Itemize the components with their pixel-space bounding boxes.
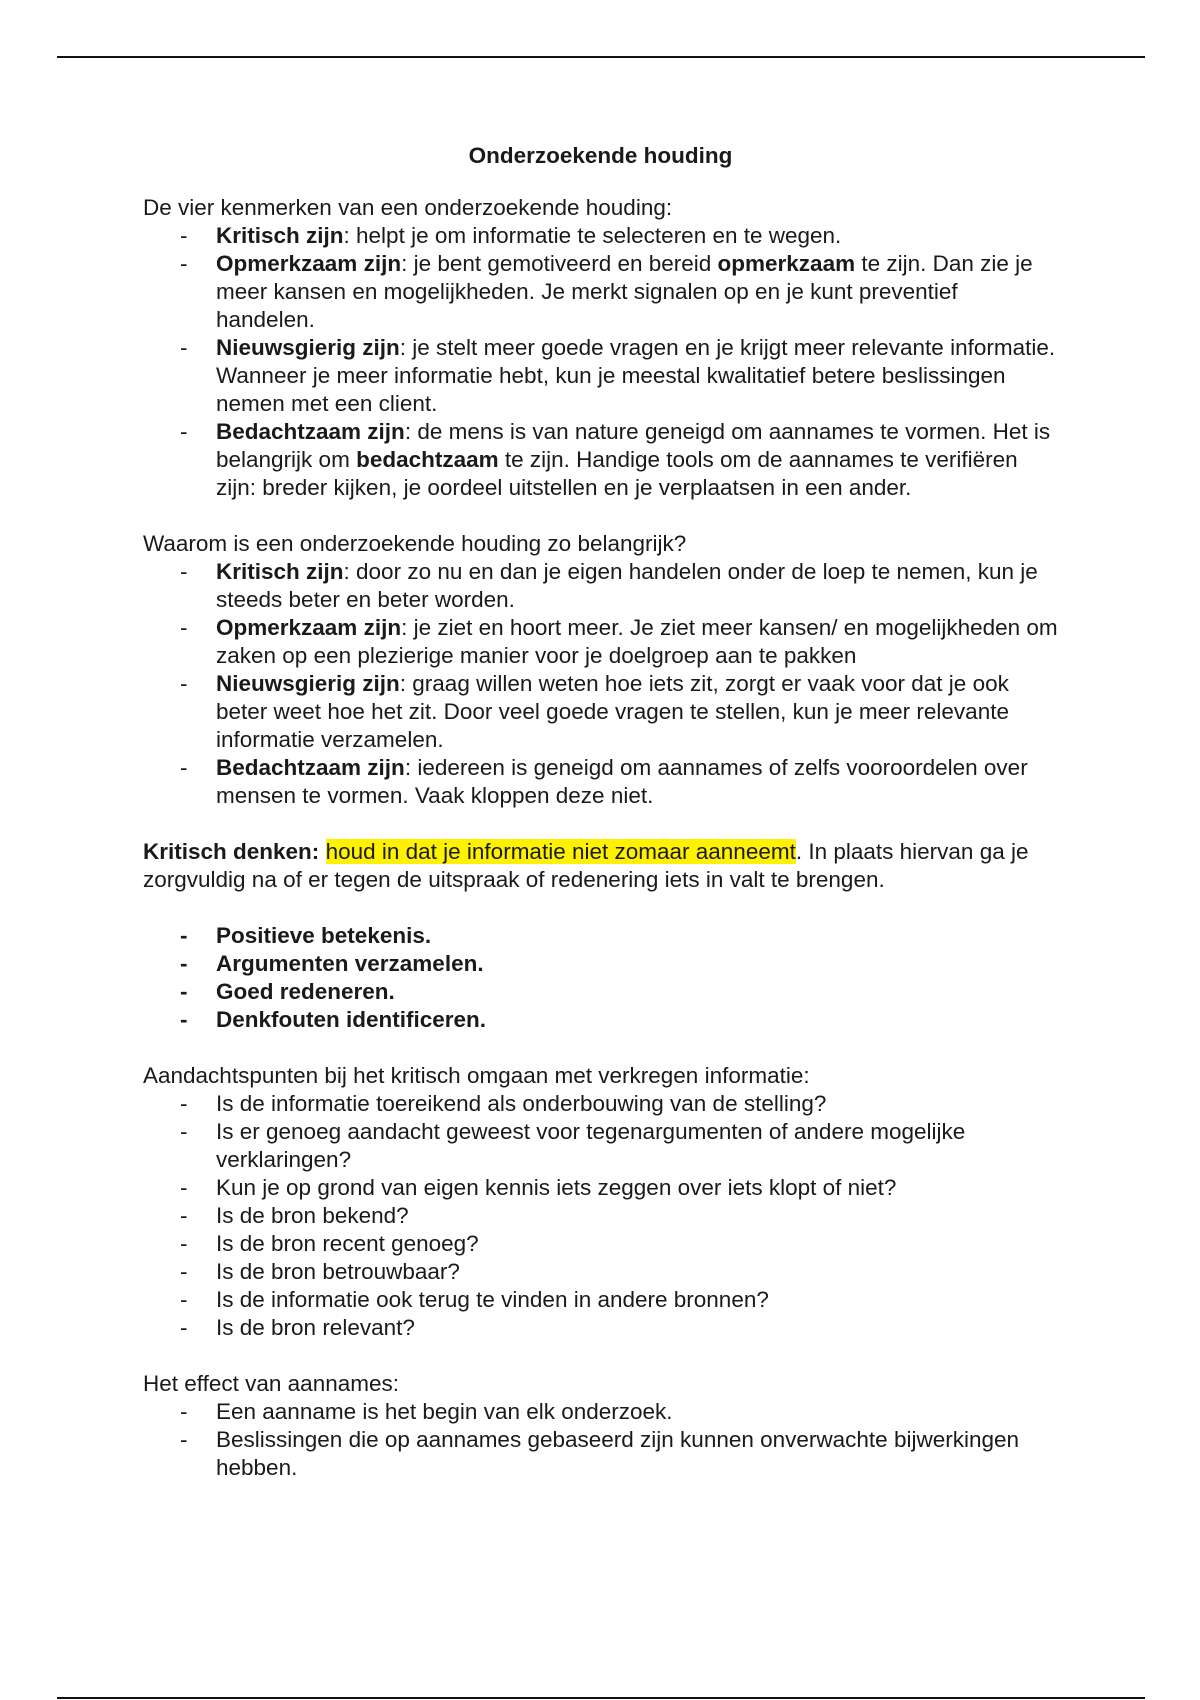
- list-item: [143, 950, 1058, 978]
- term: Kritisch zijn: [216, 223, 344, 248]
- item-text: : graag willen weten hoe iets zit, zorgt er vaak voor dat je ook beter weet hoe het zit. Door veel goede vragen te stellen, kun je meer relevante informatie verzamelen.: [216, 671, 1009, 752]
- bullet-dash: -: [180, 1427, 188, 1452]
- bullet-list: [143, 1090, 1058, 1342]
- list-item: [143, 754, 1058, 810]
- bullet-dash: -: [180, 1203, 188, 1228]
- list-item: [143, 670, 1058, 754]
- item-text: : je bent gemotiveerd en bereid: [401, 251, 718, 276]
- bullet-dash: -: [180, 1287, 188, 1312]
- list-item: [143, 334, 1058, 418]
- term: Bedachtzaam zijn: [216, 419, 405, 444]
- list-item: [143, 978, 1058, 1006]
- list-item: [143, 1314, 1058, 1342]
- section-intro: De vier kenmerken van een onderzoekende houding:: [143, 195, 673, 220]
- list-item: [143, 1090, 1058, 1118]
- term: Nieuwsgierig zijn: [216, 671, 400, 696]
- bullet-dash: -: [180, 1259, 188, 1284]
- bullet-dash: -: [180, 1175, 188, 1200]
- bullet-dash: -: [180, 671, 188, 696]
- item-text: Is de bron relevant?: [216, 1315, 415, 1340]
- list-item: [143, 1398, 1058, 1426]
- bullet-dash: -: [180, 979, 188, 1004]
- footer-rule: [57, 1697, 1145, 1699]
- item-text: Is de bron recent genoeg?: [216, 1231, 479, 1256]
- item-text: : iedereen is geneigd om aannames of zelfs vooroordelen over mensen te vormen. Vaak kloppen deze niet.: [216, 755, 1028, 808]
- bullet-dash: -: [180, 755, 188, 780]
- term: Opmerkzaam zijn: [216, 615, 402, 640]
- section-intro: Waarom is een onderzoekende houding zo belangrijk?: [143, 531, 687, 556]
- page-title: Onderzoekende houding: [468, 143, 733, 168]
- highlighted-text: houd in dat je informatie niet zomaar aanneemt: [325, 839, 796, 864]
- bullet-dash: -: [180, 1315, 188, 1340]
- item-text: Is de informatie toereikend als onderbouwing van de stelling?: [216, 1091, 827, 1116]
- list-item: [143, 558, 1058, 614]
- list-item: [143, 1118, 1058, 1174]
- bullet-list: [143, 558, 1058, 810]
- term: Nieuwsgierig zijn: [216, 335, 400, 360]
- bullet-dash: -: [180, 1399, 188, 1424]
- bullet-dash: -: [180, 251, 188, 276]
- item-text: Is de bron betrouwbaar?: [216, 1259, 460, 1284]
- bullet-dash: -: [180, 223, 188, 248]
- header-rule: [57, 56, 1145, 58]
- definition-term: Kritisch denken:: [143, 839, 320, 864]
- list-item: [143, 418, 1058, 502]
- term: Kritisch zijn: [216, 559, 344, 584]
- bullet-list: [143, 1398, 1058, 1482]
- item-text: Is de informatie ook terug te vinden in andere bronnen?: [216, 1287, 769, 1312]
- item-text: Een aanname is het begin van elk onderzoek.: [216, 1399, 673, 1424]
- item-text: Beslissingen die op aannames gebaseerd zijn kunnen onverwachte bijwerkingen hebben.: [216, 1427, 1020, 1480]
- item-text: Kun je op grond van eigen kennis iets zeggen over iets klopt of niet?: [216, 1175, 897, 1200]
- item-text: : de mens is van nature geneigd om aannames te vormen. Het is belangrijk om: [216, 419, 1051, 472]
- bullet-dash: -: [180, 335, 188, 360]
- item-text: Is er genoeg aandacht geweest voor tegenargumenten of andere mogelijke verklaringen?: [216, 1119, 966, 1172]
- item-text: : door zo nu en dan je eigen handelen onder de loep te nemen, kun je steeds beter en beter worden.: [216, 559, 1038, 612]
- term: Bedachtzaam zijn: [216, 755, 405, 780]
- bullet-dash: -: [180, 1091, 188, 1116]
- inline-emphasis: opmerkzaam: [717, 251, 856, 276]
- section-intro: Het effect van aannames:: [143, 1371, 399, 1396]
- bold-bullet-list: [143, 922, 1058, 1034]
- item-text: Is de bron bekend?: [216, 1203, 409, 1228]
- definition-text: . In plaats hiervan ga je zorgvuldig na of er tegen de uitspraak of redenering iets in valt te brengen.: [143, 839, 1029, 892]
- list-item: [143, 1202, 1058, 1230]
- item-text: te zijn. Dan zie je meer kansen en mogelijkheden. Je merkt signalen op en je kunt preventief handelen.: [216, 251, 1033, 332]
- item-text: Goed redeneren.: [216, 979, 395, 1004]
- list-item: [143, 222, 1058, 250]
- item-text: : je ziet en hoort meer. Je ziet meer kansen/ en mogelijkheden om zaken op een plezierige manier voor je doelgroep aan te pakken: [216, 615, 1058, 668]
- bullet-dash: -: [180, 1231, 188, 1256]
- inline-emphasis: bedachtzaam: [356, 447, 499, 472]
- item-text: te zijn. Handige tools om de aannames te verifiëren zijn: breder kijken, je oordeel uitstellen en je verplaatsen in een ander.: [216, 447, 1018, 500]
- item-text: Denkfouten identificeren.: [216, 1007, 487, 1032]
- bullet-list: [143, 222, 1058, 502]
- section-intro: Aandachtspunten bij het kritisch omgaan met verkregen informatie:: [143, 1063, 810, 1088]
- list-item: [143, 1426, 1058, 1482]
- definition-paragraph: [143, 838, 1058, 894]
- bullet-dash: -: [180, 1007, 188, 1032]
- list-item: [143, 922, 1058, 950]
- item-text: : helpt je om informatie te selecteren en te wegen.: [343, 223, 842, 248]
- list-item: [143, 1174, 1058, 1202]
- bullet-dash: -: [180, 1119, 188, 1144]
- list-item: [143, 1006, 1058, 1034]
- bullet-dash: -: [180, 419, 188, 444]
- document-body: [143, 142, 1058, 1482]
- list-item: [143, 1230, 1058, 1258]
- list-item: [143, 250, 1058, 334]
- item-text: Positieve betekenis.: [216, 923, 432, 948]
- item-text: Argumenten verzamelen.: [216, 951, 484, 976]
- list-item: [143, 614, 1058, 670]
- bullet-dash: -: [180, 923, 188, 948]
- bullet-dash: -: [180, 951, 188, 976]
- list-item: [143, 1258, 1058, 1286]
- term: Opmerkzaam zijn: [216, 251, 402, 276]
- list-item: [143, 1286, 1058, 1314]
- bullet-dash: -: [180, 559, 188, 584]
- bullet-dash: -: [180, 615, 188, 640]
- item-text: : je stelt meer goede vragen en je krijgt meer relevante informatie. Wanneer je meer informatie hebt, kun je meestal kwalitatief betere beslissingen nemen met een client.: [216, 335, 1056, 416]
